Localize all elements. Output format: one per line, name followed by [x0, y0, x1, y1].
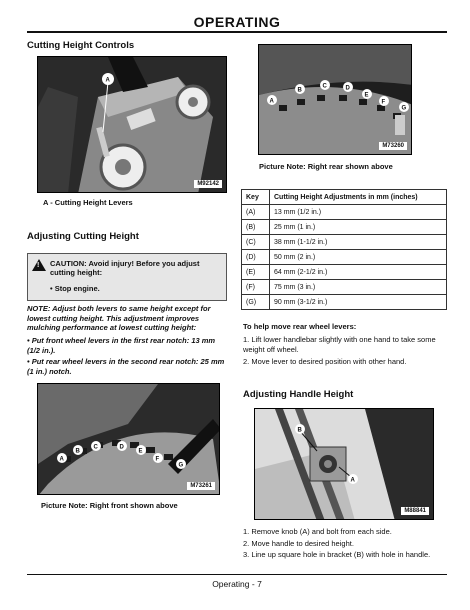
photo1-label-a: A: [105, 77, 110, 84]
photo2-label-b: B: [297, 87, 302, 94]
table-cell-value: 64 mm (2-1/2 in.): [270, 265, 447, 280]
photo-handle-bracket: [254, 408, 434, 520]
photo2-label-c: C: [322, 83, 327, 90]
warning-exclamation-icon: !: [37, 262, 40, 269]
table-cell-value: 25 mm (1 in.): [270, 220, 447, 235]
photo3-label-c: C: [93, 444, 98, 451]
table-row: [242, 250, 447, 265]
photo1-caption: A - Cutting Height Levers: [43, 198, 133, 207]
table-cell-key: (G): [242, 295, 270, 310]
table-row: [242, 295, 447, 310]
table-cell-key: (D): [242, 250, 270, 265]
table-cell-value: 50 mm (2 in.): [270, 250, 447, 265]
photo2-label-a: A: [269, 98, 274, 105]
table-cell-key: (B): [242, 220, 270, 235]
caution-box: [27, 253, 227, 301]
section-title-cutting-height-controls: Cutting Height Controls: [27, 40, 135, 51]
section-title-adjusting-cutting-height: Adjusting Cutting Height: [27, 231, 139, 242]
photo2-label-f: F: [381, 99, 386, 106]
photo3-label-a: A: [59, 456, 64, 463]
photo2-id: M73260: [379, 142, 407, 150]
rear-levers-title: To help move rear wheel levers:: [243, 322, 357, 331]
section-title-adjusting-handle-height: Adjusting Handle Height: [243, 389, 354, 400]
note-text: NOTE: Adjust both levers to same height except for lowest cutting height. This adjustment improves mulching performance at lowest cutting height:: [27, 304, 211, 332]
page-footer: Operating - 7: [212, 579, 262, 589]
caution-bullet: • Stop engine.: [50, 284, 100, 293]
table-row: [242, 220, 447, 235]
table-cell-key: (F): [242, 280, 270, 295]
table-row: [242, 280, 447, 295]
photo-right-front-notches: [37, 383, 220, 495]
photo4-label-b: B: [297, 427, 302, 434]
photo2-label-d: D: [345, 85, 350, 92]
table-cell-key: (C): [242, 235, 270, 250]
handle-steps: [243, 526, 449, 561]
list-item: 2. Move lever to desired position with other hand.: [243, 357, 407, 366]
table-cell-value: 13 mm (1/2 in.): [270, 205, 447, 220]
photo3-label-d: D: [119, 444, 124, 451]
table-row: [242, 235, 447, 250]
table-header-row: [242, 190, 447, 205]
photo3-caption: Picture Note: Right front shown above: [41, 501, 178, 510]
table-cell-value: 38 mm (1-1/2 in.): [270, 235, 447, 250]
photo-cutting-height-levers: [37, 56, 227, 193]
page-title: OPERATING: [193, 14, 281, 30]
photo2-label-e: E: [364, 92, 369, 99]
table-header-adjustment: Cutting Height Adjustments in mm (inches): [270, 190, 447, 205]
rear-levers-steps: [243, 335, 449, 367]
table-cell-value: 90 mm (3-1/2 in.): [270, 295, 447, 310]
table-header-key: Key: [242, 190, 270, 205]
table-row: [242, 205, 447, 220]
photo3-label-b: B: [75, 448, 80, 455]
note-bullet-front: • Put front wheel levers in the first rear notch: 13 mm (1/2 in.).: [27, 336, 216, 355]
table-row: [242, 265, 447, 280]
list-item: 2. Move handle to desired height.: [243, 538, 354, 548]
list-item: 1. Remove knob (A) and bolt from each side.: [243, 527, 392, 536]
cutting-height-table: [241, 189, 447, 310]
photo2-label-g: G: [401, 105, 407, 112]
photo-right-rear-notches: [258, 44, 412, 155]
header-rule: [27, 31, 447, 33]
footer-rule: [27, 574, 447, 575]
photo4-id: M88841: [401, 507, 429, 515]
photo4-label-a: A: [350, 477, 355, 484]
caution-text: CAUTION: Avoid injury! Before you adjust cutting height:: [50, 259, 200, 277]
list-item: 3. Line up square hole in bracket (B) with hole in handle.: [243, 550, 431, 559]
photo3-label-g: G: [178, 462, 184, 469]
note-bullet-rear: • Put rear wheel levers in the second rear notch: 25 mm (1 in.) notch.: [27, 357, 225, 376]
photo3-id: M73261: [187, 482, 215, 490]
photo3-label-e: E: [138, 448, 143, 455]
table-cell-key: (A): [242, 205, 270, 220]
table-cell-value: 75 mm (3 in.): [270, 280, 447, 295]
photo1-id: M92142: [194, 180, 222, 188]
list-item: 1. Lift lower handlebar slightly with one hand to take some weight off wheel.: [243, 335, 436, 354]
photo3-label-f: F: [155, 456, 160, 463]
photo2-caption: Picture Note: Right rear shown above: [259, 162, 393, 171]
table-cell-key: (E): [242, 265, 270, 280]
